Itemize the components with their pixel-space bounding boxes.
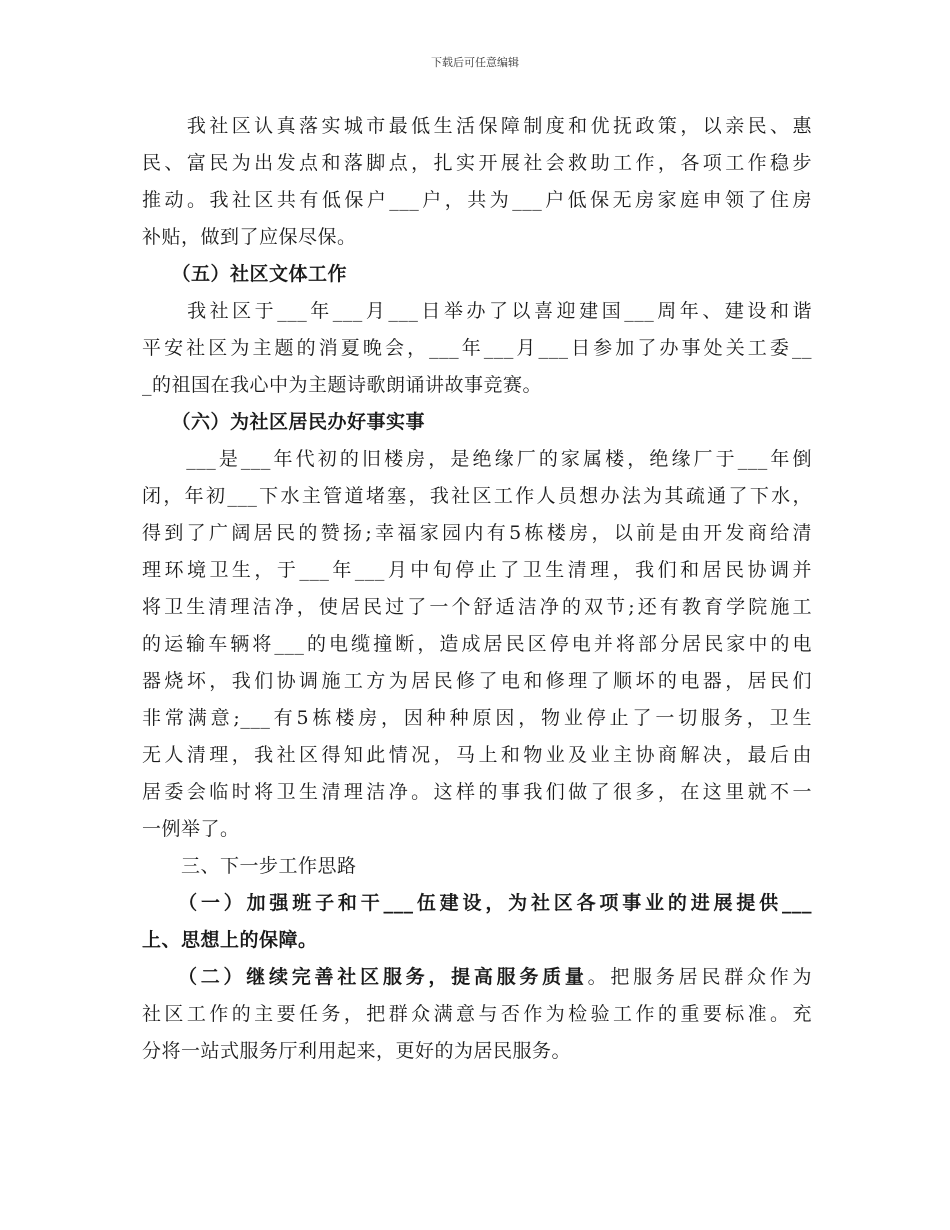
paragraph-block [142, 108, 812, 959]
heading-line: 上、思想上的保障。 [142, 929, 318, 951]
text-line: 器烧坏，我们协调施工方为居民修了电和修理了顺坏的电器，居民们 [142, 670, 812, 692]
text-line: 的运输车辆将___的电缆撞断，造成居民区停电并将部分居民家中的电 [142, 633, 812, 655]
text-line: 一例举了。 [142, 818, 240, 840]
document-body [142, 108, 812, 1070]
text-line: 得到了广阔居民的赞扬;幸福家园内有5栋楼房，以前是由开发商给清 [142, 522, 812, 544]
text-line: 理环境卫生，于___年___月中旬停止了卫生清理，我们和居民协调并 [142, 559, 812, 581]
text-line: 非常满意;___有5栋楼房，因种种原因，物业停止了一切服务，卫生 [142, 707, 812, 729]
text-line: 我社区于___年___月___日举办了以喜迎建国___周年、建设和谐 [142, 300, 812, 322]
text-line: 民、富民为出发点和落脚点，扎实开展社会救助工作，各项工作稳步 [142, 152, 812, 174]
text-line: 我社区认真落实城市最低生活保障制度和优抚政策，以亲民、惠 [142, 115, 812, 137]
text-line-mixed [142, 959, 812, 996]
normal-text-span: 。把服务居民群众作为 [587, 966, 812, 988]
bold-heading-span: （二）继续完善社区服务，提高服务质量 [142, 966, 588, 988]
text-line: 居委会临时将卫生清理洁净。这样的事我们做了很多，在这里就不一 [142, 781, 812, 803]
heading-line: （六）为社区居民办好事实事 [142, 411, 426, 433]
text-line: 将卫生清理洁净，使居民过了一个舒适洁净的双节;还有教育学院施工 [142, 596, 812, 618]
text-line: 无人清理，我社区得知此情况，马上和物业及业主协商解决，最后由 [142, 744, 812, 766]
text-line: 推动。我社区共有低保户___户，共为___户低保无房家庭申领了住房 [142, 189, 812, 211]
text-line: 社区工作的主要任务，把群众满意与否作为检验工作的重要标准。充 [142, 1003, 812, 1025]
text-line: 三、下一步工作思路 [142, 855, 357, 877]
page-header: 下载后可任意编辑 [431, 56, 519, 69]
text-line: 补贴，做到了应保尽保。 [142, 226, 357, 248]
text-line: 分将一站式服务厅利用起来，更好的为居民服务。 [142, 1040, 572, 1062]
text-line: 闭，年初___下水主管道堵塞，我社区工作人员想办法为其疏通了下水， [142, 485, 812, 507]
heading-line: （一）加强班子和干___伍建设，为社区各项事业的进展提供___ [142, 892, 812, 914]
text-line: _的祖国在我心中为主题诗歌朗诵讲故事竞赛。 [142, 374, 543, 396]
paragraph-block-tail [142, 996, 812, 1070]
text-line: 平安社区为主题的消夏晚会，___年___月___日参加了办事处关工委__ [142, 337, 812, 359]
text-line: ___是___年代初的旧楼房，是绝缘厂的家属楼，绝缘厂于___年倒 [142, 448, 812, 470]
heading-line: （五）社区文体工作 [142, 263, 348, 285]
